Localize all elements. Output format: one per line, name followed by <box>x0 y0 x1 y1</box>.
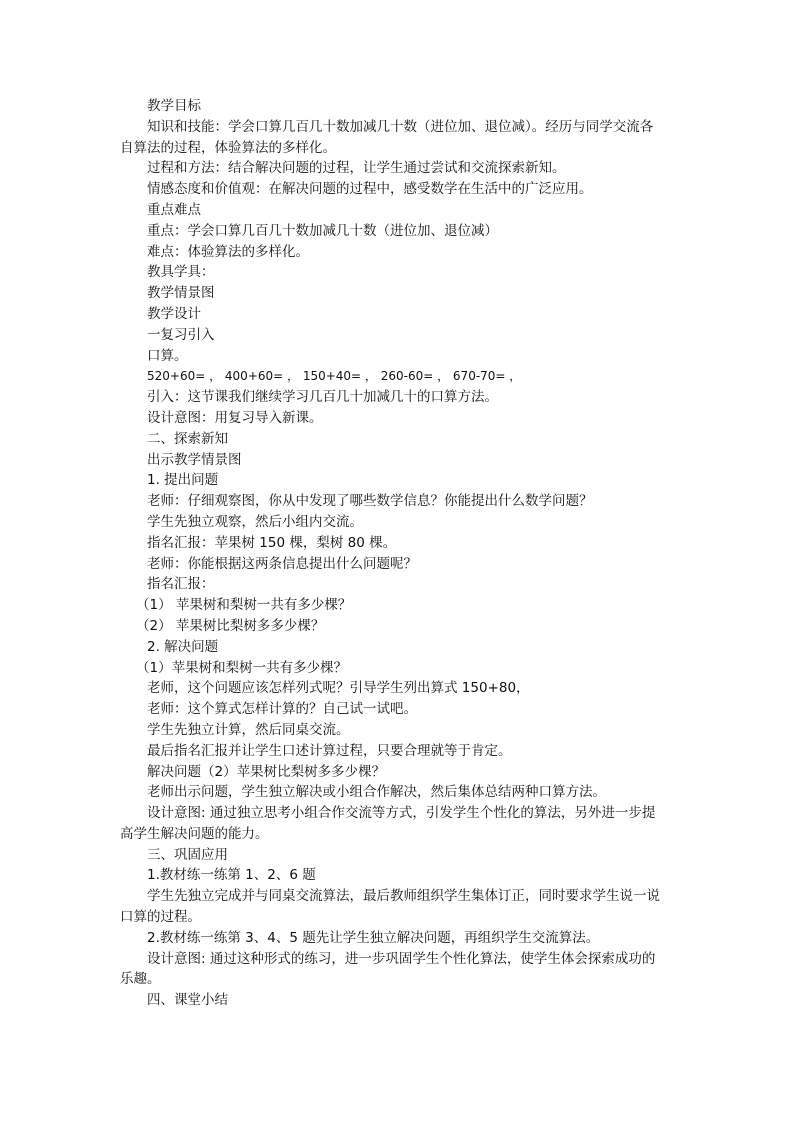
text-line: 三、巩固应用 <box>147 846 228 863</box>
text-line: 四、课堂小结 <box>147 992 228 1009</box>
text-line: （1） 苹果树和梨树一共有多少棵？ <box>136 597 352 614</box>
text-line: 解决问题（2）苹果树比梨树多多少棵？ <box>147 763 386 780</box>
text-line: 指名汇报： <box>147 576 215 593</box>
text-line: 1. 提出问题 <box>147 472 219 489</box>
text-line: 学生先独立计算，然后同桌交流。 <box>147 721 350 738</box>
text-line: 老师出示问题，学生独立解决或小组合作解决，然后集体总结两种口算方法。 <box>147 784 606 801</box>
text-line: 老师：仔细观察图，你从中发现了哪些数学信息？你能提出什么数学问题？ <box>147 493 593 510</box>
text-line: 老师，这个问题应该怎样列式呢？引导学生列出算式 150+80， <box>147 680 530 697</box>
text-line: 2.教材练一练第 3、4、5 题先让学生独立解决问题，再组织学生交流算法。 <box>147 929 600 946</box>
text-line: 自算法的过程，体验算法的多样化。 <box>120 139 336 156</box>
text-line: 重点难点 <box>147 201 201 218</box>
text-line: 教具学具： <box>147 264 215 281</box>
text-line: 过程和方法：结合解决问题的过程，让学生通过尝试和交流探索新知。 <box>147 160 566 177</box>
text-line: （2） 苹果树比梨树多多少棵？ <box>136 617 325 634</box>
text-line: 1.教材练一练第 1、2、6 题 <box>147 867 316 884</box>
text-line: 学生先独立完成并与同桌交流算法，最后教师组织学生集体订正，同时要求学生说一说 <box>147 888 660 905</box>
text-line: 高学生解决问题的能力。 <box>120 825 269 842</box>
text-line: 教学设计 <box>147 305 201 322</box>
text-line: 设计意图: 通过这种形式的练习，进一步巩固学生个性化算法，使学生体会探索成功的 <box>147 950 656 967</box>
text-line: 一复习引入 <box>147 326 215 343</box>
lesson-plan-body <box>120 96 675 1011</box>
text-line: 指名汇报：苹果树 150 棵，梨树 80 棵。 <box>147 534 397 551</box>
text-line: 知识和技能：学会口算几百几十数加减几十数（进位加、退位减）。经历与同学交流各 <box>147 118 654 135</box>
text-line: 出示教学情景图 <box>147 451 242 468</box>
text-line: 2. 解决问题 <box>147 638 219 655</box>
text-line: 重点：学会口算几百几十数加减几十数（进位加、退位减） <box>147 222 498 239</box>
text-line: （1）苹果树和梨树一共有多少棵？ <box>136 659 348 676</box>
text-line: 口算。 <box>147 347 188 364</box>
text-line: 老师：你能根据这两条信息提出什么问题呢？ <box>147 555 417 572</box>
text-line: 口算的过程。 <box>120 909 201 926</box>
text-line: 设计意图：用复习导入新课。 <box>147 409 323 426</box>
text-line: 教学目标 <box>147 98 201 114</box>
text-line: 情感态度和价值观：在解决问题的过程中，感受数学在生活中的广泛应用。 <box>147 181 593 198</box>
text-line: 难点：体验算法的多样化。 <box>147 243 309 260</box>
text-line: 设计意图: 通过独立思考小组合作交流等方式，引发学生个性化的算法，另外进一步提 <box>147 805 656 822</box>
text-line: 520+60= ， 400+60= ， 150+40= ， 260-60= ， 670-70= ， <box>147 369 522 384</box>
text-line: 二、探索新知 <box>147 430 228 447</box>
text-line: 最后指名汇报并让学生口述计算过程，只要合理就等于肯定。 <box>147 742 512 759</box>
text-line: 引入：这节课我们继续学习几百几十加减几十的口算方法。 <box>147 389 498 406</box>
text-line: 老师：这个算式怎样计算的？自己试一试吧。 <box>147 701 417 718</box>
text-line: 教学情景图 <box>147 285 215 302</box>
text-line: 学生先独立观察，然后小组内交流。 <box>147 513 363 530</box>
text-line: 乐趣。 <box>120 971 161 988</box>
